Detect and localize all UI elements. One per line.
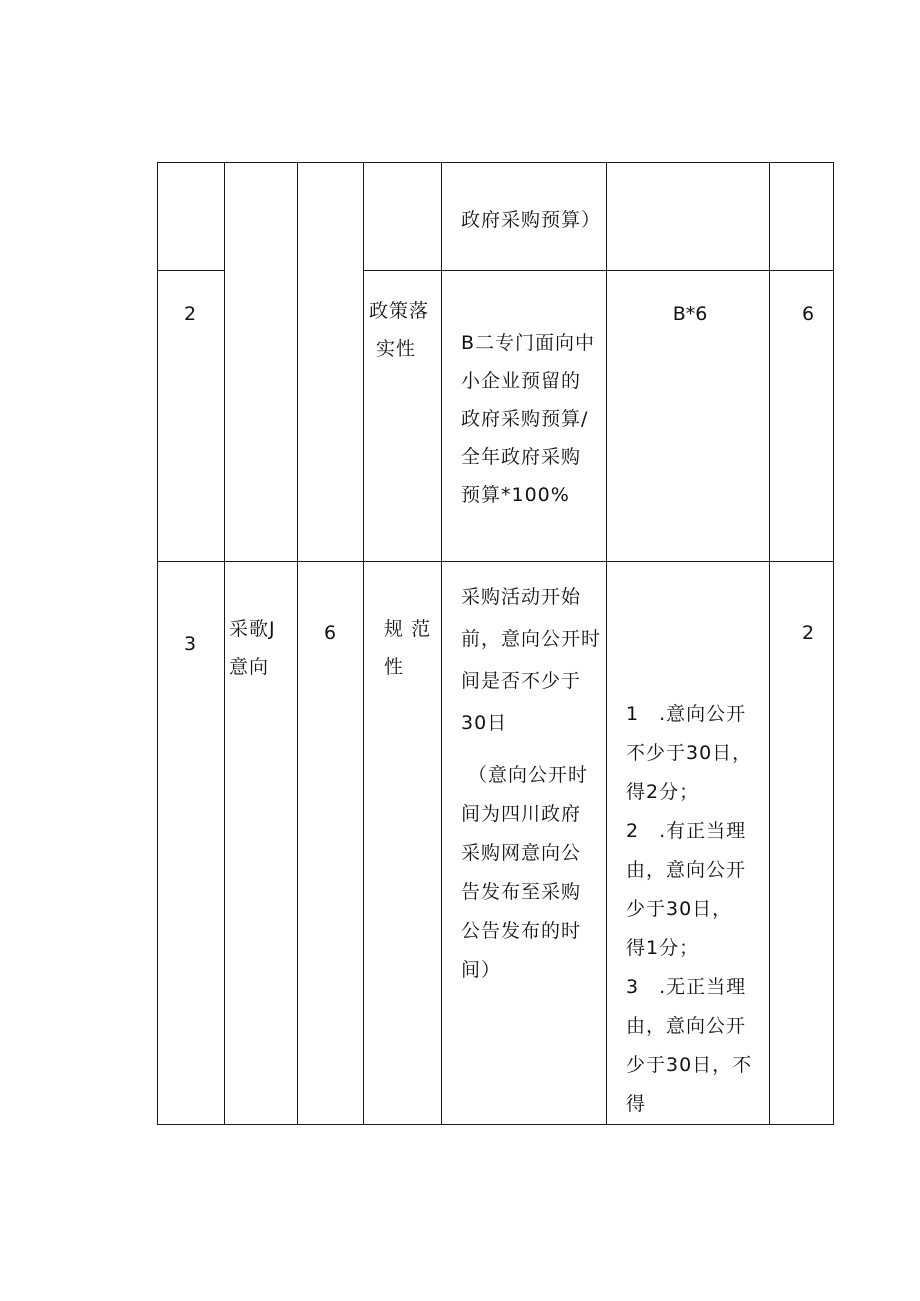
row1-indicator: 政府采购预算） <box>461 209 602 231</box>
col-border-6 <box>769 162 770 1125</box>
col-border-1 <box>224 162 225 1125</box>
row3-weight: 6 <box>323 622 337 644</box>
col-border-2 <box>297 162 298 1125</box>
col-border-7 <box>833 162 834 1125</box>
row3-dimension: 规 范 性 <box>384 618 432 678</box>
row3-score: 2 <box>801 622 815 644</box>
row-divider-1a <box>157 270 224 271</box>
row3-criteria: 1 .意向公开 不少于30日， 得2分； 2 .有正当理 由，意向公开 少于30日， 得1分； 3 .无正当理 由，意向公开 少于30日，不 得 <box>626 703 753 1115</box>
table-border-bottom <box>157 1124 834 1125</box>
row3-indicator-note: （意向公开时 间为四川政府 采购网意向公 告发布至采购 公告发布的时 间） <box>461 764 589 981</box>
col-border-0 <box>157 162 158 1125</box>
row-divider-2 <box>157 561 834 562</box>
col-border-3 <box>363 162 364 1125</box>
table-border-top <box>157 162 834 163</box>
col-border-4 <box>441 162 442 1125</box>
row3-index: 3 <box>183 633 197 655</box>
row3-indicator: 采购活动开始 前，意向公开时 间是否不少于 30日 <box>461 586 602 734</box>
row2-index: 2 <box>183 303 197 325</box>
row2-criteria: B*6 <box>672 303 708 325</box>
row3-name: 采歌J 意向 <box>229 618 276 678</box>
row2-score: 6 <box>801 303 815 325</box>
row2-indicator: B二专门面向中 小企业预留的 政府采购预算/ 全年政府采购 预算*100% <box>461 332 596 506</box>
row2-dimension: 政策落 实性 <box>369 300 430 360</box>
row-divider-1b <box>363 270 834 271</box>
col-border-5 <box>606 162 607 1125</box>
